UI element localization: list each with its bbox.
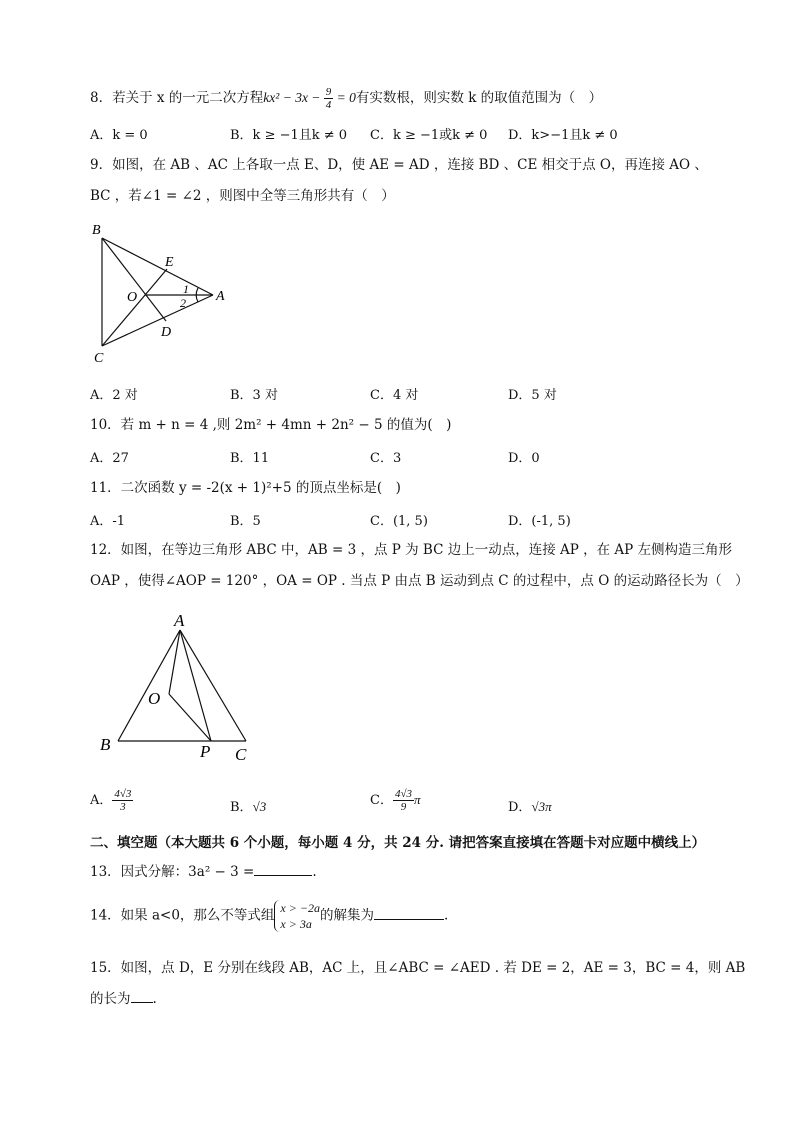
q12-option-a-fraction bbox=[112, 788, 133, 813]
q8-frac-num: 9 bbox=[325, 86, 332, 98]
q9-option-a: A．2 对 bbox=[90, 388, 138, 403]
q11-option-c: C．(1, 5) bbox=[370, 514, 428, 529]
q14-post: 的解集为 bbox=[319, 907, 374, 924]
q14-answer-blank[interactable] bbox=[374, 919, 444, 920]
q14-inequality-2: x > 3a bbox=[280, 917, 312, 931]
q12-option-d-label: D． bbox=[508, 800, 532, 815]
q8-number: 8． bbox=[90, 90, 113, 106]
q12-option-a-den: 3 bbox=[120, 801, 126, 813]
q9-line-2: BC ，若∠1 = ∠2 ，则图中全等三角形共有（ ） bbox=[90, 188, 395, 204]
label-c: C bbox=[235, 745, 247, 764]
label-a: A bbox=[216, 289, 225, 304]
q8-text-a: 若关于 x 的一元二次方程 bbox=[112, 90, 264, 106]
q12-option-c-den: 9 bbox=[400, 801, 407, 813]
q14-stem bbox=[90, 900, 448, 932]
q8-stem bbox=[90, 86, 602, 111]
q14-pre: 14．如果 a<0，那么不等式组 bbox=[90, 907, 275, 924]
q8-text-b: 有实数根，则实数 k 的取值范围为（ ） bbox=[355, 90, 603, 106]
q11-option-d: D．(-1, 5) bbox=[508, 514, 571, 529]
q12-option-d bbox=[508, 796, 552, 815]
q14-inequality-system bbox=[274, 900, 320, 932]
q12-option-c-label: C． bbox=[370, 793, 393, 808]
q10-option-c: C．3 bbox=[370, 451, 402, 466]
q12-option-c-num: 4√3 bbox=[394, 788, 412, 800]
label-c: C bbox=[94, 351, 104, 366]
q14-end: . bbox=[443, 907, 449, 924]
q15-text: 的长为 bbox=[90, 991, 131, 1007]
q13-text: 13．因式分解：3a² − 3 = bbox=[90, 864, 255, 880]
segment-ac bbox=[180, 630, 246, 741]
label-o: O bbox=[127, 290, 138, 305]
q11-option-a: A．-1 bbox=[90, 514, 126, 529]
q8-eq-pre: kx² − 3x − bbox=[263, 90, 324, 105]
q11-option-b: B．5 bbox=[230, 514, 261, 529]
q9-option-b: B．3 对 bbox=[230, 388, 278, 403]
q8-frac-den: 4 bbox=[325, 99, 332, 111]
q8-fraction bbox=[324, 86, 334, 111]
label-a: A bbox=[174, 611, 185, 630]
label-p: P bbox=[200, 742, 211, 761]
q8-option-d: D．k>−1且k ≠ 0 bbox=[508, 128, 618, 143]
q9-option-d: D．5 对 bbox=[508, 388, 557, 403]
q12-option-c-fraction bbox=[393, 788, 414, 813]
q15-line-1: 15．如图，点 D，E 分别在线段 AB，AC 上，且∠ABC = ∠AED . 若 DE = 2，AE = 3，BC = 4，则 AB bbox=[90, 960, 746, 976]
label-e: E bbox=[165, 255, 174, 270]
q12-option-a-label: A． bbox=[90, 793, 113, 808]
q8-option-b: B．k ≥ −1且k ≠ 0 bbox=[230, 128, 348, 143]
q12-line-1: 12．如图，在等边三角形 ABC 中，AB = 3 ，点 P 为 BC 边上一动点，连接 AP ，在 AP 左侧构造三角形 bbox=[90, 542, 733, 558]
q12-option-a bbox=[90, 788, 133, 813]
q12-option-c-pi: π bbox=[414, 792, 421, 807]
q8-option-c: C．k ≥ −1或k ≠ 0 bbox=[370, 128, 488, 143]
q12-option-c bbox=[370, 788, 421, 813]
segment-ba bbox=[102, 238, 213, 295]
q12-option-b-label: B． bbox=[230, 800, 253, 815]
q12-option-b bbox=[230, 796, 266, 815]
q12-option-b-value: √3 bbox=[252, 799, 267, 814]
label-b: B bbox=[92, 223, 101, 238]
q11-stem: 11．二次函数 y = -2(x + 1)²+5 的顶点坐标是( ) bbox=[90, 480, 401, 496]
q15-line-2 bbox=[90, 989, 157, 1009]
segment-ca bbox=[102, 295, 213, 346]
q9-line-1: 9．如图，在 AB 、AC 上各取一点 E、D，使 AE = AD ，连接 BD 、CE 相交于点 O，再连接 AO 、 bbox=[90, 157, 708, 173]
q10-option-a: A．27 bbox=[90, 451, 129, 466]
label-d: D bbox=[161, 325, 172, 340]
q10-stem: 10．若 m + n = 4 ,则 2m² + 4mn + 2n² − 5 的值为( ) bbox=[90, 417, 452, 433]
label-angle-1: 1 bbox=[183, 282, 189, 296]
q9-option-c: C．4 对 bbox=[370, 388, 419, 403]
label-o: O bbox=[148, 689, 161, 708]
q15-answer-blank[interactable] bbox=[131, 1002, 153, 1003]
q12-figure bbox=[96, 610, 266, 770]
q8-option-a: A．k = 0 bbox=[90, 128, 148, 143]
q12-line-2: OAP ，使得∠AOP = 120° ，OA = OP . 当点 P 由点 B 运动到点 C 的过程中，点 O 的运动路径长为（ ） bbox=[90, 573, 749, 589]
q10-option-d: D．0 bbox=[508, 451, 540, 466]
label-angle-2: 2 bbox=[180, 296, 186, 310]
q15-end: . bbox=[152, 991, 157, 1007]
q13-end: . bbox=[312, 864, 317, 880]
q12-option-a-num: 4√3 bbox=[114, 788, 132, 800]
q9-figure bbox=[88, 218, 238, 368]
q8-eq-post: = 0 bbox=[333, 90, 356, 105]
q13-stem bbox=[90, 862, 317, 882]
q10-option-b: B．11 bbox=[230, 451, 270, 466]
label-b: B bbox=[100, 735, 111, 754]
q13-answer-blank[interactable] bbox=[254, 875, 312, 876]
q12-option-d-value: √3π bbox=[531, 799, 552, 814]
section-heading: 二、填空题（本大题共 6 个小题，每小题 4 分，共 24 分. 请把答案直接填在答题卡对应题中横线上） bbox=[90, 835, 706, 851]
q14-inequality-1: x > −2a bbox=[280, 901, 320, 915]
